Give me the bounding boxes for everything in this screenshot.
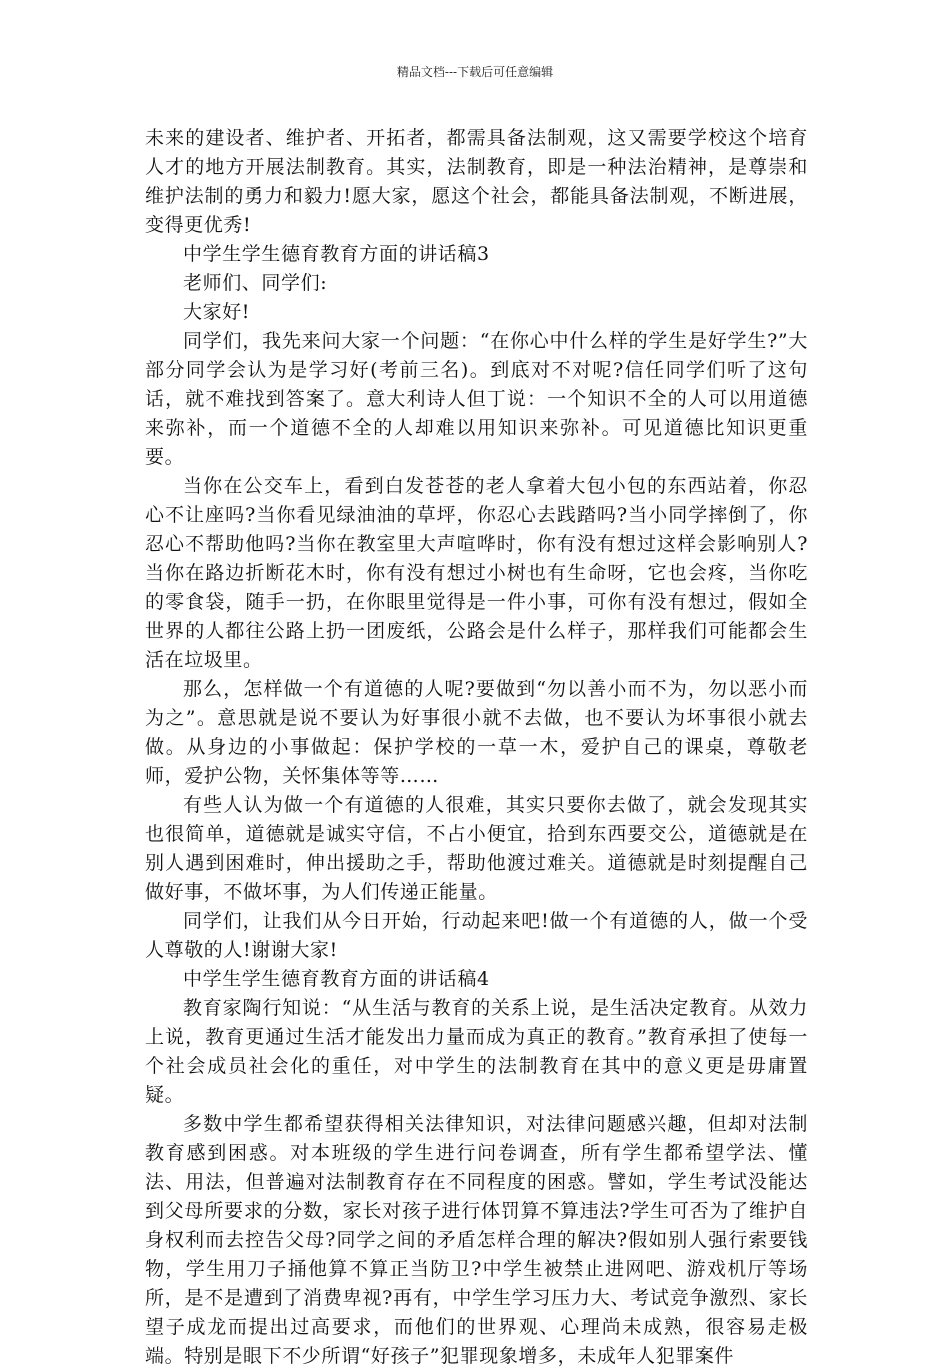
paragraph: 同学们，让我们从今日开始，行动起来吧!做一个有道德的人，做一个受人尊敬的人!谢谢大家! xyxy=(145,910,808,961)
salutation: 老师们、同学们: xyxy=(183,272,328,294)
paragraph: 多数中学生都希望获得相关法律知识，对法律问题感兴趣，但却对法制教育感到困惑。对本班级的学生进行问卷调查，所有学生都希望学法、懂法、用法，但普遍对法制教育存在不同程度的困惑。譬如，学生考试没能达到父母所要求的分数，家长对孩子进行体罚算不算违法?学生可否为了维护自身权利而去控告父母?同学之间的矛盾怎样合理的解决?假如别人强行索要钱物，学生用刀子捅他算不算正当防卫?中学生被禁止进网吧、游戏机厅等场所，是不是遭到了消费卑视?再有，中学生学习压力大、考试竞争激烈、家长望子成龙而提出过高要求，而他们的世界观、心理尚未成熟，很容易走极端。特别是眼下不少所谓“好孩子”犯罪现象增多，未成年人犯罪案件 xyxy=(145,1113,808,1367)
paragraph: 那么，怎样做一个有道德的人呢?要做到“勿以善小而不为，勿以恶小而为之”。意思就是说不要认为好事很小就不去做，也不要认为坏事很小就去做。从身边的小事做起：保护学校的一草一木，爱护自己的课桌，尊敬老师，爱护公物，关怀集体等等…… xyxy=(145,678,808,787)
paragraph: 教育家陶行知说：“从生活与教育的关系上说，是生活决定教育。从效力上说，教育更通过生活才能发出力量而成为真正的教育。”教育承担了使每一个社会成员社会化的重任，对中学生的法制教育在其中的意义更是毋庸置疑。 xyxy=(145,997,808,1106)
section-heading-4: 中学生学生德育教育方面的讲话稿4 xyxy=(183,968,490,990)
document-body xyxy=(145,124,808,1371)
page-header: 精品文档---下载后可任意编辑 xyxy=(396,65,554,79)
paragraph: 同学们，我先来问大家一个问题：“在你心中什么样的学生是好学生?”大部分同学会认为是学习好(考前三名)。到底对不对呢?信任同学们听了这句话，就不难找到答案了。意大利诗人但丁说：一个知识不全的人可以用道德来弥补，而一个道德不全的人却难以用知识来弥补。可见道德比知识更重要。 xyxy=(145,330,808,468)
paragraph: 有些人认为做一个有道德的人很难，其实只要你去做了，就会发现其实也很简单，道德就是诚实守信，不占小便宜，拾到东西要交公，道德就是在别人遇到困难时，伸出援助之手，帮助他渡过难关。道德就是时刻提醒自己做好事，不做坏事，为人们传递正能量。 xyxy=(145,794,808,903)
paragraph: 当你在公交车上，看到白发苍苍的老人拿着大包小包的东西站着，你忍心不让座吗?当你看见绿油油的草坪，你忍心去践踏吗?当小同学摔倒了，你忍心不帮助他吗?当你在教室里大声喧哗时，你有没有想过这样会影响别人?当你在路边折断花木时，你有没有想过小树也有生命呀，它也会疼，当你吃的零食袋，随手一扔，在你眼里觉得是一件小事，可你有没有想过，假如全世界的人都往公路上扔一团废纸，公路会是什么样子，那样我们可能都会生活在垃圾里。 xyxy=(145,475,808,671)
section-heading-3: 中学生学生德育教育方面的讲话稿3 xyxy=(183,243,490,265)
paragraph-continuation: 未来的建设者、维护者、开拓者，都需具备法制观，这又需要学校这个培育人才的地方开展法制教育。其实，法制教育，即是一种法治精神，是尊崇和维护法制的勇力和毅力!愿大家，愿这个社会，都能具备法制观，不断进展，变得更优秀! xyxy=(145,127,808,236)
greeting: 大家好! xyxy=(183,301,251,323)
